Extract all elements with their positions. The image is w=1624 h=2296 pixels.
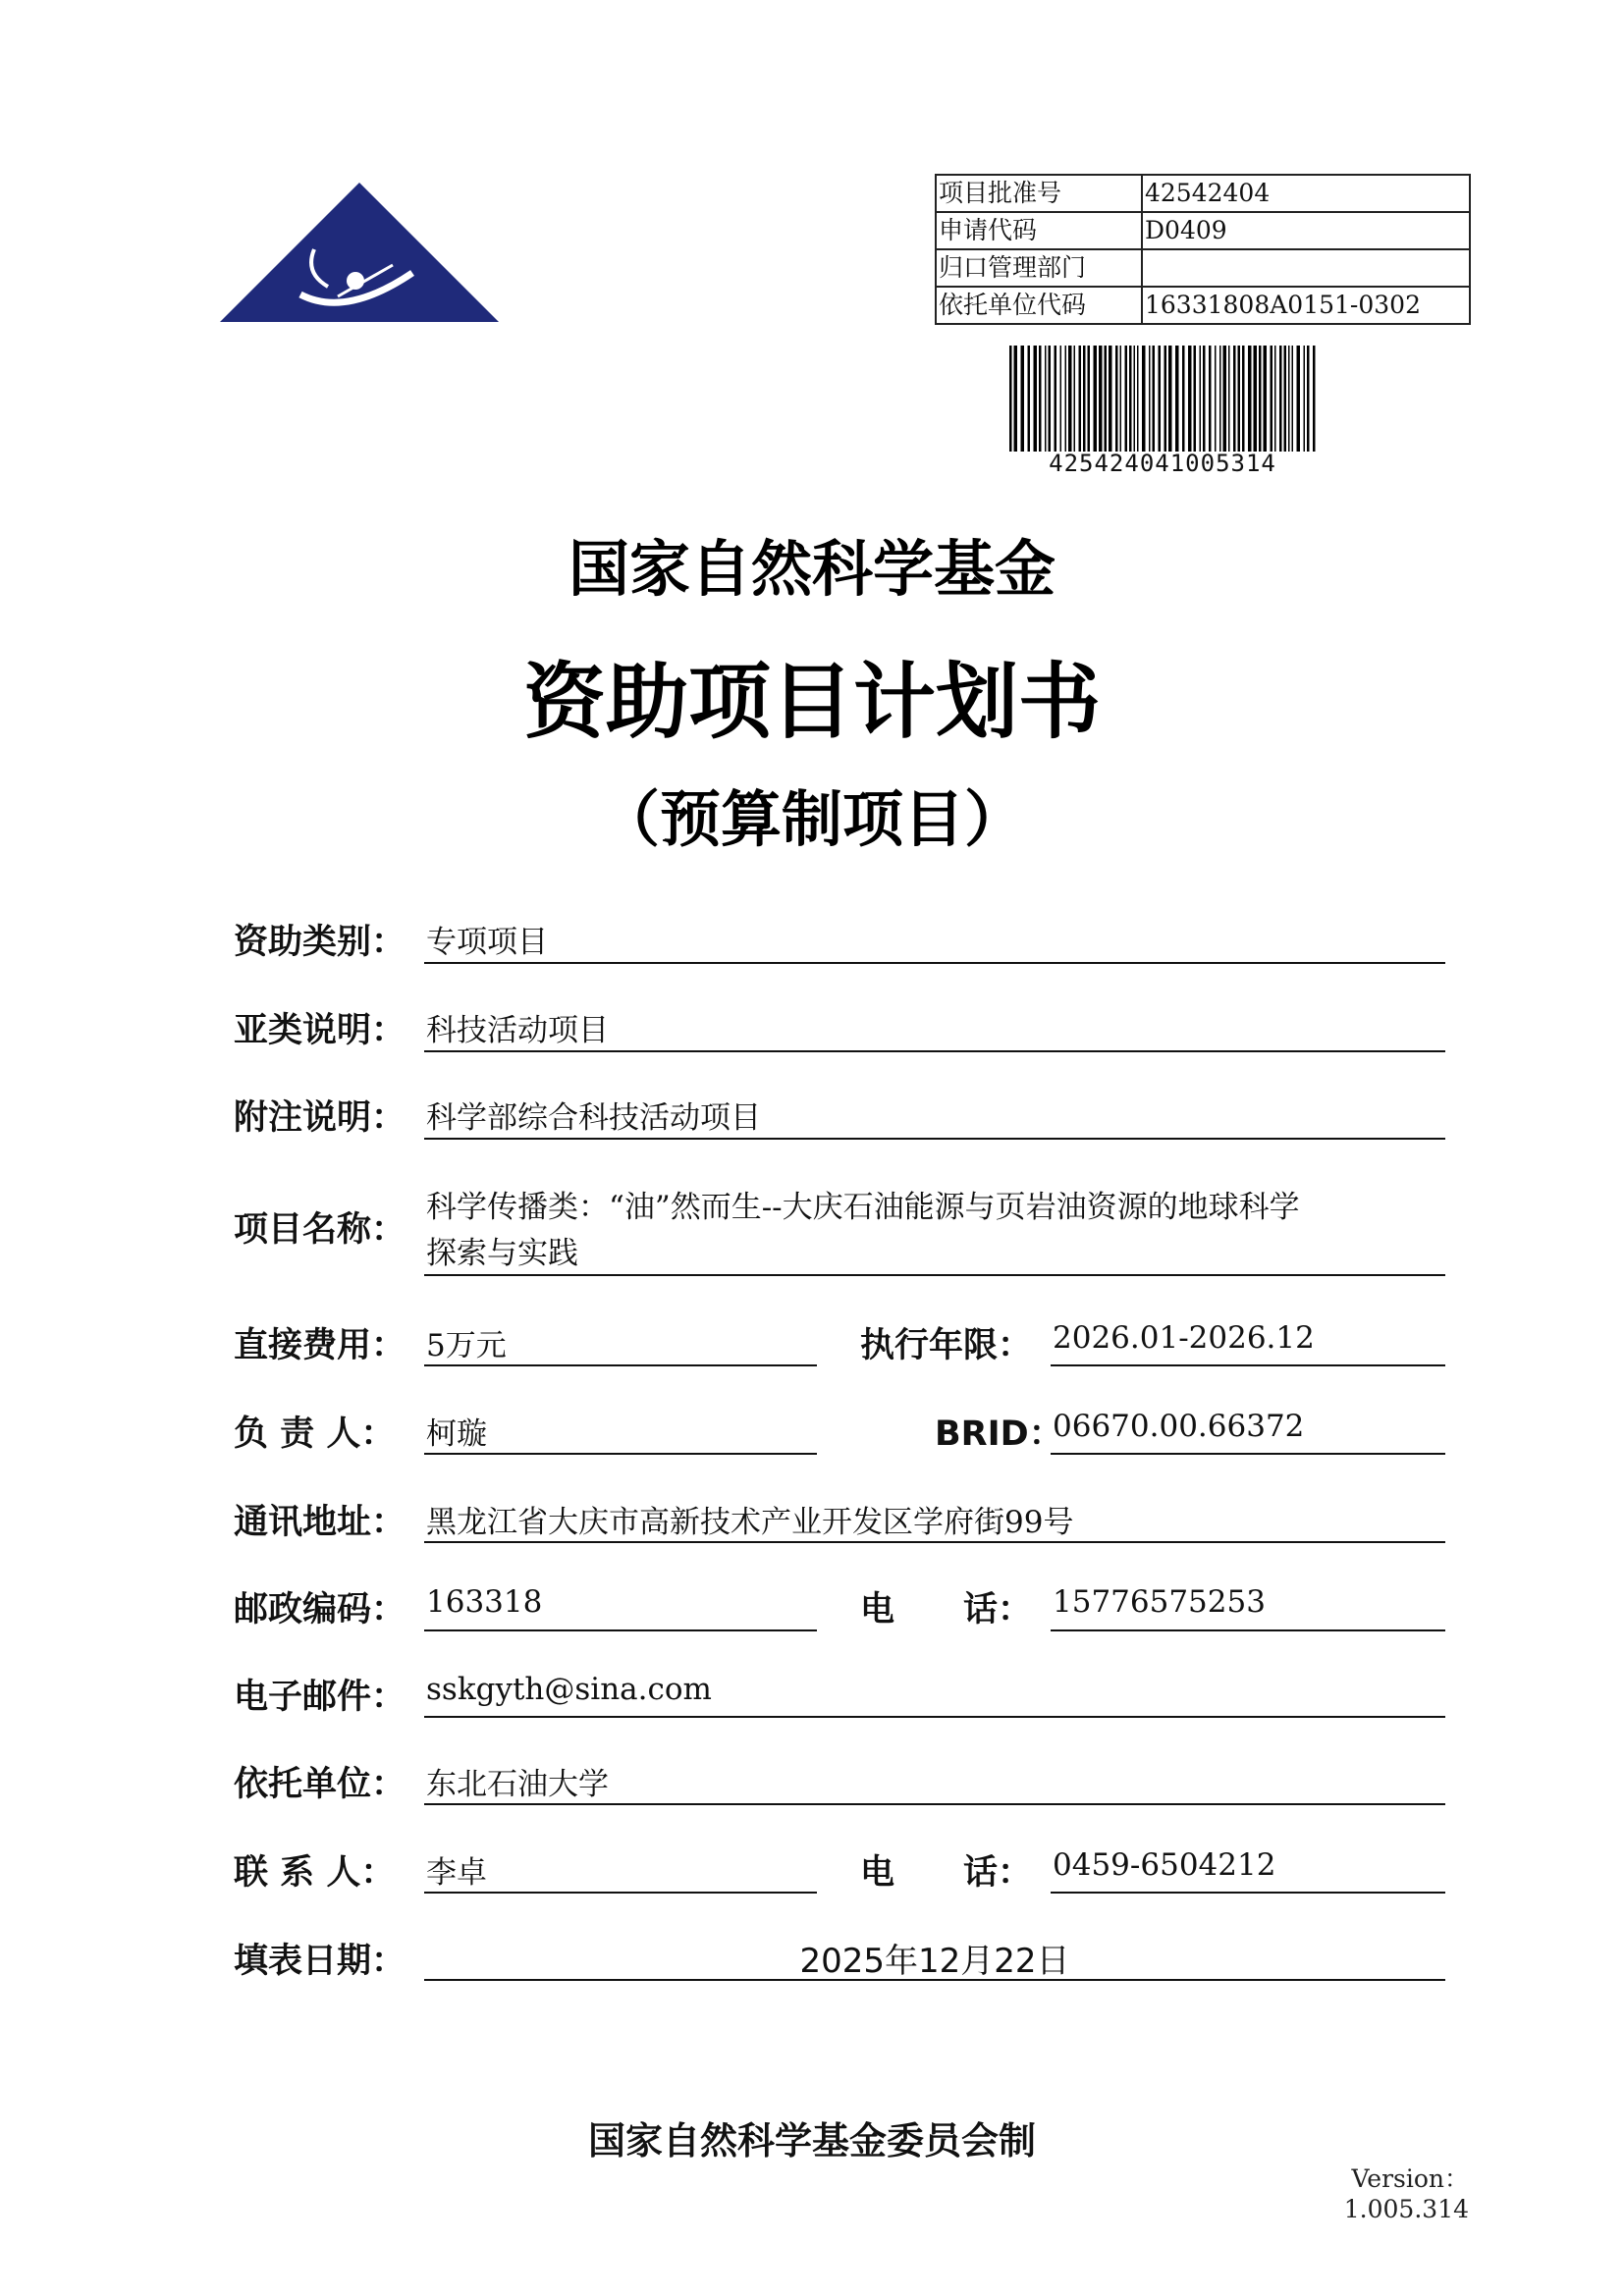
note-value: 科学部综合科技活动项目 — [426, 1100, 761, 1136]
info-table-row — [936, 175, 1470, 212]
info-key: 申请代码 — [936, 212, 1142, 249]
brid-value: 06670.00.66372 — [1053, 1409, 1305, 1444]
institution-value: 东北石油大学 — [426, 1767, 609, 1802]
email-value: sskgyth@sina.com — [426, 1672, 712, 1707]
phone2-underline — [1051, 1892, 1445, 1894]
contact-label: 联 系 人： — [234, 1853, 396, 1893]
period-underline — [1051, 1364, 1445, 1366]
info-value: D0409 — [1142, 212, 1470, 249]
phone1-value: 15776575253 — [1053, 1584, 1266, 1620]
period-label: 执行年限： — [860, 1326, 1033, 1365]
funding-type-value: 专项项目 — [426, 925, 548, 960]
contact-underline — [424, 1892, 817, 1894]
address-value: 黑龙江省大庆市高新技术产业开发区学府街99号 — [426, 1505, 1074, 1540]
note-underline — [424, 1138, 1445, 1140]
subtype-underline — [424, 1050, 1445, 1052]
postcode-label: 邮政编码： — [234, 1590, 406, 1629]
period-value: 2026.01-2026.12 — [1053, 1320, 1315, 1356]
info-value: 16331808A0151-0302 — [1142, 287, 1470, 324]
note-label: 附注说明： — [234, 1098, 406, 1138]
brid-underline — [1051, 1453, 1445, 1455]
contact-value: 李卓 — [426, 1855, 487, 1891]
phone2-label: 电 话： — [860, 1853, 1033, 1893]
info-table-row — [936, 212, 1470, 249]
document-subtitle: （预算制项目） — [598, 783, 1025, 855]
date-value: 2025年12月22日 — [799, 1942, 1070, 1981]
project-name-line1: 科学传播类：“油”然而生--大庆石油能源与页岩油资源的地球科学 — [426, 1190, 1300, 1225]
subtype-label: 亚类说明： — [234, 1011, 406, 1050]
info-value — [1142, 249, 1470, 287]
project-info-table — [935, 174, 1471, 325]
pi-underline — [424, 1453, 817, 1455]
info-table-row — [936, 249, 1470, 287]
brid-label: BRID： — [935, 1415, 1063, 1454]
date-label: 填表日期： — [234, 1942, 406, 1981]
info-key: 项目批准号 — [936, 175, 1142, 212]
funding-type-underline — [424, 962, 1445, 964]
version-label: Version：1.005.314 — [1343, 2164, 1469, 2223]
postcode-underline — [424, 1629, 817, 1631]
barcode-number: 425424041005314 — [1049, 450, 1276, 477]
direct-cost-value: 5万元 — [426, 1328, 507, 1363]
document-title: 资助项目计划书 — [522, 654, 1101, 750]
postcode-value: 163318 — [426, 1584, 543, 1620]
phone1-label: 电 话： — [860, 1590, 1033, 1629]
subtype-value: 科技活动项目 — [426, 1013, 609, 1048]
phone1-underline — [1051, 1629, 1445, 1631]
direct-cost-underline — [424, 1364, 817, 1366]
pi-label: 负 责 人： — [234, 1415, 396, 1454]
nsfc-logo-icon — [220, 179, 499, 322]
pi-value: 柯璇 — [426, 1416, 487, 1452]
institution-label: 依托单位： — [234, 1765, 406, 1804]
info-key: 依托单位代码 — [936, 287, 1142, 324]
institution-underline — [424, 1803, 1445, 1805]
funding-type-label: 资助类别： — [234, 923, 406, 962]
email-label: 电子邮件： — [234, 1678, 406, 1717]
info-value: 42542404 — [1142, 175, 1470, 212]
org-title: 国家自然科学基金 — [568, 533, 1056, 605]
address-underline — [424, 1541, 1445, 1543]
direct-cost-label: 直接费用： — [234, 1326, 406, 1365]
project-name-line2: 探索与实践 — [426, 1236, 578, 1271]
barcode-icon — [1005, 346, 1320, 455]
info-key: 归口管理部门 — [936, 249, 1142, 287]
project-name-underline — [424, 1274, 1445, 1276]
project-name-label: 项目名称： — [234, 1210, 406, 1250]
email-underline — [424, 1716, 1445, 1718]
info-table-row — [936, 287, 1470, 324]
phone2-value: 0459-6504212 — [1053, 1847, 1276, 1883]
date-underline — [424, 1979, 1445, 1981]
footer-org: 国家自然科学基金委员会制 — [587, 2119, 1036, 2163]
address-label: 通讯地址： — [234, 1503, 406, 1542]
